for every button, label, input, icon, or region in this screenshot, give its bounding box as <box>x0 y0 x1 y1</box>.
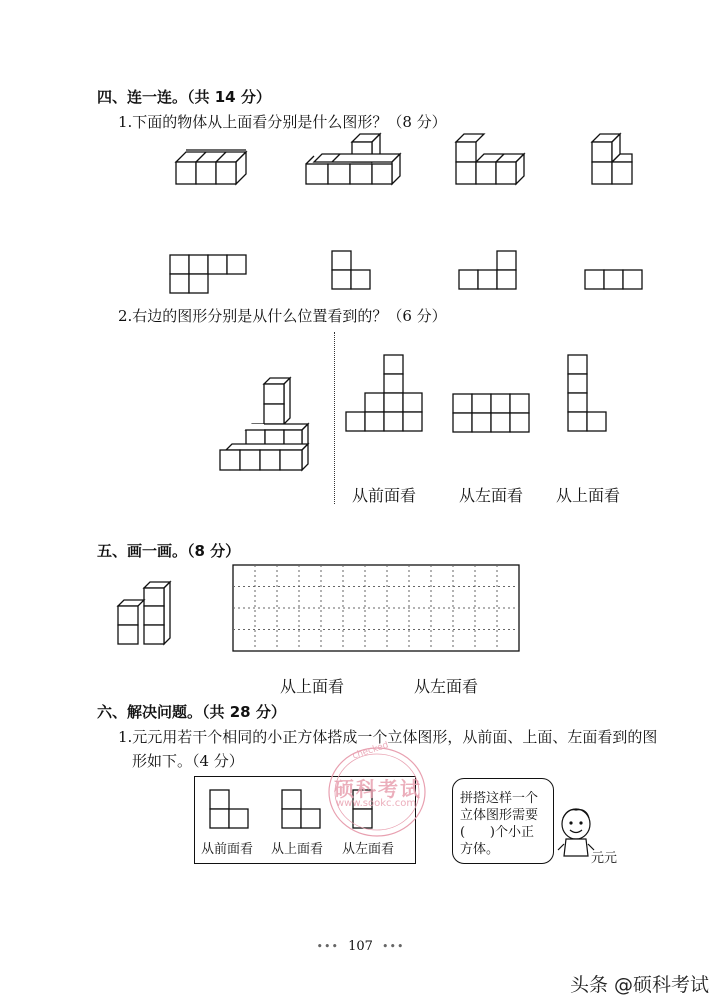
bubble-line-3: ( )个小正 <box>460 825 534 840</box>
view-label-top: 从上面看 <box>556 486 621 505</box>
drawing-grid[interactable] <box>233 565 521 653</box>
question-6-1-line2: 形如下。（4 分） <box>132 752 244 770</box>
bubble-line-2: 立体图形需要 <box>460 808 539 823</box>
solid-figure-4 <box>592 134 642 190</box>
view-figure-top <box>568 355 610 435</box>
section-4-title: 四、连一连。（共 14 分） <box>97 88 271 106</box>
view-figure-left <box>453 394 533 434</box>
section-6-title: 六、解决问题。（共 28 分） <box>97 703 286 721</box>
solid-figure-draw <box>118 578 174 654</box>
question-4-1: 1.下面的物体从上面看分别是什么图形？（8 分） <box>118 113 447 131</box>
page-number-row <box>0 935 721 954</box>
watermark-url: www.sookc.com <box>336 798 417 809</box>
bubble-line-4: 方体。 <box>460 842 500 857</box>
view-6-top <box>282 790 326 832</box>
question-4-2: 2.右边的图形分别是从什么位置看到的？（6 分） <box>118 307 447 325</box>
dots-left-icon: ••• <box>316 940 339 953</box>
bubble-line-1: 拼搭这样一个 <box>460 791 539 806</box>
top-view-c <box>459 251 519 293</box>
top-view-b <box>332 251 372 293</box>
solid-figure-3 <box>456 134 526 190</box>
footer-brand: 头条 @硕科考试 <box>569 974 709 996</box>
view-6-label-left: 从左面看 <box>342 842 395 857</box>
page-number: 107 <box>348 939 373 954</box>
solid-figure-2 <box>306 134 406 194</box>
dotted-divider <box>334 332 335 504</box>
boy-character-icon <box>556 806 596 862</box>
watermark-text: 硕科考试 <box>334 777 422 801</box>
top-view-d <box>585 270 645 292</box>
question-6-1-line1: 1.元元用若干个相同的小正方体搭成一个立体图形，从前面、上面、左面看到的图 <box>118 728 658 746</box>
watermark-ring-text: checked <box>351 740 390 762</box>
top-view-a <box>170 255 250 297</box>
draw-label-top: 从上面看 <box>280 677 345 696</box>
character-name: 元元 <box>591 851 618 866</box>
dots-right-icon: ••• <box>382 940 405 953</box>
draw-label-left: 从左面看 <box>414 677 479 696</box>
view-6-label-front: 从前面看 <box>201 842 254 857</box>
view-6-label-top: 从上面看 <box>271 842 324 857</box>
solid-figure-1 <box>176 148 256 190</box>
solid-figure-staircase <box>220 376 316 472</box>
view-label-front: 从前面看 <box>352 486 417 505</box>
view-6-front <box>210 790 254 832</box>
view-figure-front <box>346 355 426 435</box>
view-label-left: 从左面看 <box>459 486 524 505</box>
section-5-title: 五、画一画。（8 分） <box>97 542 241 560</box>
